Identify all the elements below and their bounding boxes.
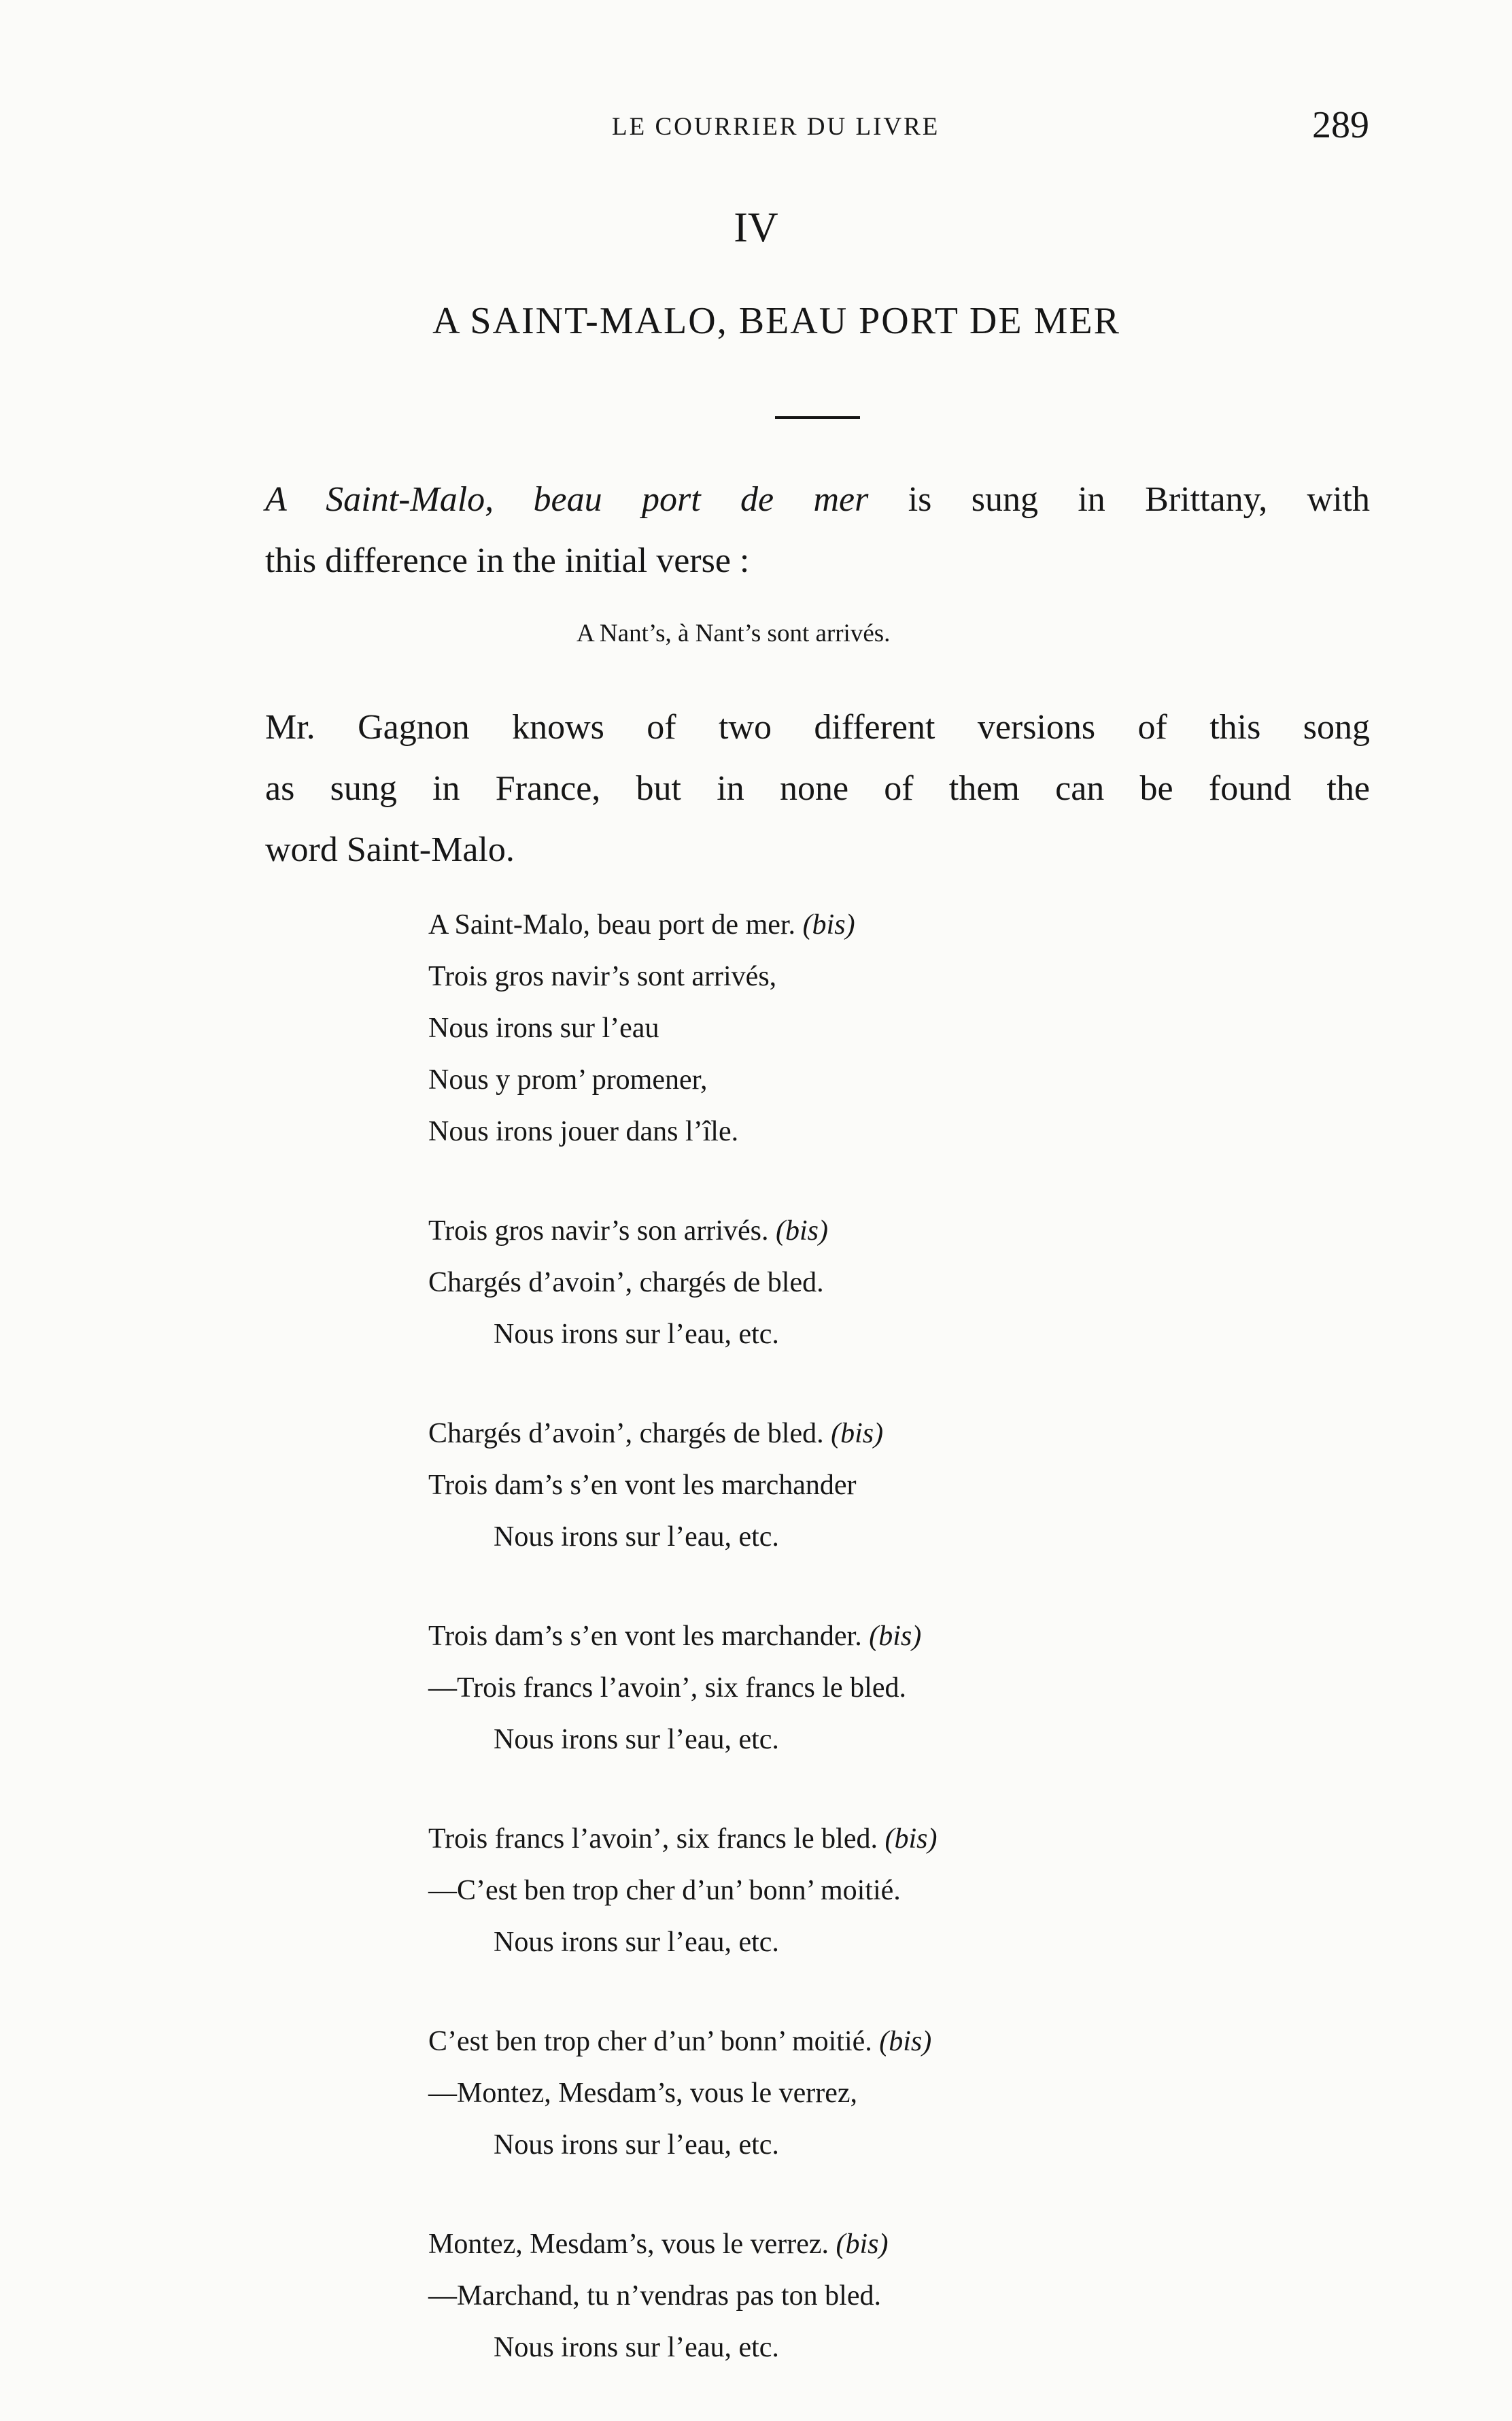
gagnon-line-1: Mr. Gagnon knows of two different versions of this song [265, 708, 1370, 747]
intro-line-1-rest: is sung in Brittany, with [868, 480, 1371, 519]
song-line-text: Nous irons sur l’eau, etc. [494, 2129, 779, 2161]
song-text [428, 899, 937, 2421]
song-line-text: Trois gros navir’s sont arrivés, [428, 961, 777, 992]
intro-paragraph [265, 469, 1370, 530]
bis-marker: (bis) [776, 1215, 828, 1247]
song-stanza [428, 2218, 937, 2373]
song-line-text: A Saint-Malo, beau port de mer. [428, 909, 803, 941]
section-title: A SAINT-MALO, BEAU PORT DE MER [432, 300, 1120, 342]
song-line [428, 2322, 937, 2373]
song-line-text: —Trois francs l’avoin’, six francs le bled. [428, 1672, 906, 1704]
song-line-text: Trois francs l’avoin’, six francs le bled. [428, 1823, 885, 1855]
song-line [428, 1459, 937, 1511]
song-line [428, 1257, 937, 1308]
song-stanza [428, 1813, 937, 1968]
song-line-text: Chargés d’avoin’, chargés de bled. [428, 1267, 824, 1298]
song-line [428, 2218, 937, 2270]
song-line [428, 1308, 937, 1360]
gagnon-paragraph [265, 697, 1370, 881]
bis-marker: (bis) [869, 1621, 922, 1652]
song-stanza [428, 2016, 937, 2171]
song-line-text: Nous irons sur l’eau, etc. [494, 1724, 779, 1755]
bis-marker: (bis) [836, 2229, 889, 2260]
section-number: IV [734, 205, 778, 251]
song-line [428, 951, 937, 1002]
bis-marker: (bis) [884, 1823, 938, 1855]
bis-marker: (bis) [879, 2026, 932, 2057]
song-line [428, 899, 937, 951]
bis-marker: (bis) [831, 1418, 884, 1449]
intro-line-2-text: this difference in the initial verse : [265, 541, 750, 580]
section-rule [775, 416, 860, 419]
song-line-text: Nous irons sur l’eau, etc. [494, 1521, 779, 1553]
song-line-text: Trois gros navir’s son arrivés. [428, 1215, 776, 1247]
gagnon-line-3: word Saint-Malo. [265, 830, 515, 869]
song-line [428, 2016, 937, 2067]
song-line-text: Nous y prom’ promener, [428, 1064, 708, 1096]
song-stanza [428, 1408, 937, 1563]
song-line [428, 1408, 937, 1459]
song-line-text: Nous irons sur l’eau [428, 1013, 659, 1044]
song-line-text: Chargés d’avoin’, chargés de bled. [428, 1418, 831, 1449]
quoted-verse: A Nant’s, à Nant’s sont arrivés. [577, 620, 891, 647]
song-line [428, 1002, 937, 1054]
page-number: 289 [1312, 104, 1369, 146]
song-line [428, 1916, 937, 1968]
song-line-text: Montez, Mesdam’s, vous le verrez. [428, 2229, 836, 2260]
intro-line-2 [265, 530, 749, 592]
song-stanza [428, 899, 937, 1157]
song-line [428, 1610, 937, 1662]
song-line [428, 1106, 937, 1157]
running-head: LE COURRIER DU LIVRE [612, 113, 940, 141]
song-line [428, 1054, 937, 1106]
song-line-text: Trois dam’s s’en vont les marchander [428, 1470, 857, 1501]
song-line [428, 2270, 937, 2322]
song-line [428, 2119, 937, 2171]
song-line-text: Nous irons sur l’eau, etc. [494, 2332, 779, 2363]
song-line [428, 1865, 937, 1916]
bis-marker: (bis) [802, 909, 855, 941]
gagnon-line-2: as sung in France, but in none of them can be found the [265, 769, 1370, 808]
song-line [428, 1813, 937, 1865]
song-line-text: Trois dam’s s’en vont les marchander. [428, 1621, 870, 1652]
song-stanza [428, 1205, 937, 1360]
song-line [428, 1511, 937, 1563]
intro-italic-title: A Saint-Malo, beau port de mer [265, 480, 869, 519]
intro-line-1 [265, 469, 1370, 530]
song-line-text: Nous irons sur l’eau, etc. [494, 1319, 779, 1350]
song-line-text: C’est ben trop cher d’un’ bonn’ moitié. [428, 2026, 880, 2057]
song-line-text: Nous irons sur l’eau, etc. [494, 1927, 779, 1958]
song-line-text: Nous irons jouer dans l’île. [428, 1116, 739, 1147]
song-line [428, 1714, 937, 1765]
song-stanza [428, 1610, 937, 1765]
song-line-text: —C’est ben trop cher d’un’ bonn’ moitié. [428, 1875, 901, 1906]
song-line-text: —Marchand, tu n’vendras pas ton bled. [428, 2280, 881, 2312]
song-line [428, 1662, 937, 1714]
song-line [428, 2067, 937, 2119]
song-line-text: —Montez, Mesdam’s, vous le verrez, [428, 2078, 858, 2109]
song-line [428, 1205, 937, 1257]
